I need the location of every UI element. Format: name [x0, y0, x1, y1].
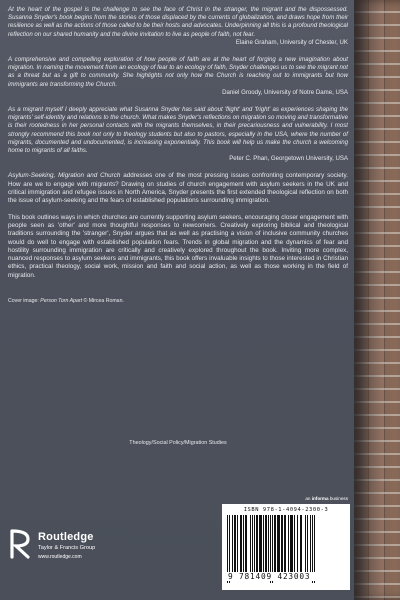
review-attribution: Daniel Groody, University of Notre Dame, USA: [222, 88, 348, 96]
subject-classification: Theology/Social Policy/Migration Studies: [129, 440, 227, 446]
imprint-suffix: business: [328, 496, 348, 501]
publisher-url: www.routledge.com: [38, 554, 82, 560]
publisher-group: Taylor & Francis Group: [38, 545, 96, 551]
review-3: [8, 106, 348, 163]
credit-prefix: Cover image:: [8, 298, 41, 305]
blurb-text: addresses one of the most pressing issues confronting contemporary society. How are we to engage with migrants? Drawing on studies of church engagement with asylum seekers in the UK and critical immigration and refugee issues in North America, Snyder presents the first extended theological reflection on both the issue of asylum-seeking and the fears of established populations surrounding immigration.: [8, 172, 348, 205]
review-text: A comprehensive and compelling exploration of how people of faith are at the heart of forging a new imagination about migration. In naming the movement from an ecology of fear to an ecology of faith, Snyder challenges us to see the migrant not as a threat but as a gift to community. She highlights not only how the Church is reaching out to immigrants but how immigrants are transforming the Church.: [8, 56, 348, 88]
book-title: Asylum-Seeking, Migration and Church: [8, 172, 121, 180]
blurb-paragraph-1: [8, 172, 348, 205]
imprint-name: informa: [311, 496, 329, 501]
barcode-box: [222, 504, 350, 590]
review-text: At the heart of the gospel is the challenge to see the face of Christ in the stranger, the migrant and the dispossessed. Susanna Snyder's book begins from the stories of those displaced by the currents of globalization, and draws hope from their resilience as well as the actions of those called to be their hosts and advocates. Underpinning all this is a profound theological reflection on our shared humanity and the divine invitation to live as people of faith, not fear.: [8, 6, 348, 38]
cover-image-credit: [8, 298, 348, 304]
review-attribution: Peter C. Phan, Georgetown University, USA: [229, 155, 348, 163]
brick-wall-photo: [354, 0, 400, 600]
review-2: [8, 56, 348, 97]
isbn-text: ISBN 978-1-4094-2300-3: [243, 507, 329, 513]
barcode-area: [222, 496, 350, 592]
barcode-number: 9 781409 423003: [227, 572, 345, 581]
credit-artwork-title: Person Torn Apart: [40, 298, 83, 305]
review-text: As a migrant myself I deeply appreciate what Susanna Snyder has said about 'flight' and 'fright' as experiences shaping the migrants' self-identity and relations to the church. What makes Snyder's reflections on migration so moving and transformative is their rootedness in her personal contacts with the migrants themselves, in their precariousness and vulnerability. I most strongly recommend this book not only to theology students but also to pastors, especially in the USA, where the number of migrants, documented and undocumented, is increasing exponentially. This book will help us make the church a welcoming home to migrants of all faiths.: [8, 106, 348, 155]
blurb-paragraph-2: This book outlines ways in which churches are currently supporting asylum seekers, encouraging closer engagement with people seen as 'other' and more thoughtful responses to newcomers. Creatively exploring biblical and theological traditions surrounding the 'stranger', Snyder argues that as well as practising a vision of inclusive community churches would do well to engage with established population fears. Trends in global migration and the dynamics of fear and hostility surrounding immigration are critically and creatively explored throughout the book. Inviting more complex, nuanced responses to asylum seekers and immigrants, this book offers invaluable insights to those interested in Christian ethics, practical theology, social work, mission and faith and social action, as well as those working in the field of migration.: [8, 213, 348, 279]
routledge-logo-icon: [8, 529, 32, 559]
review-1: [8, 6, 348, 47]
publisher-name: Routledge: [38, 531, 94, 543]
credit-suffix: © Mircea Roman.: [82, 298, 124, 305]
review-attribution: Elaine Graham, University of Chester, UK: [235, 38, 348, 46]
imprint-prefix: an: [305, 496, 312, 501]
imprint-tag: [222, 496, 350, 504]
